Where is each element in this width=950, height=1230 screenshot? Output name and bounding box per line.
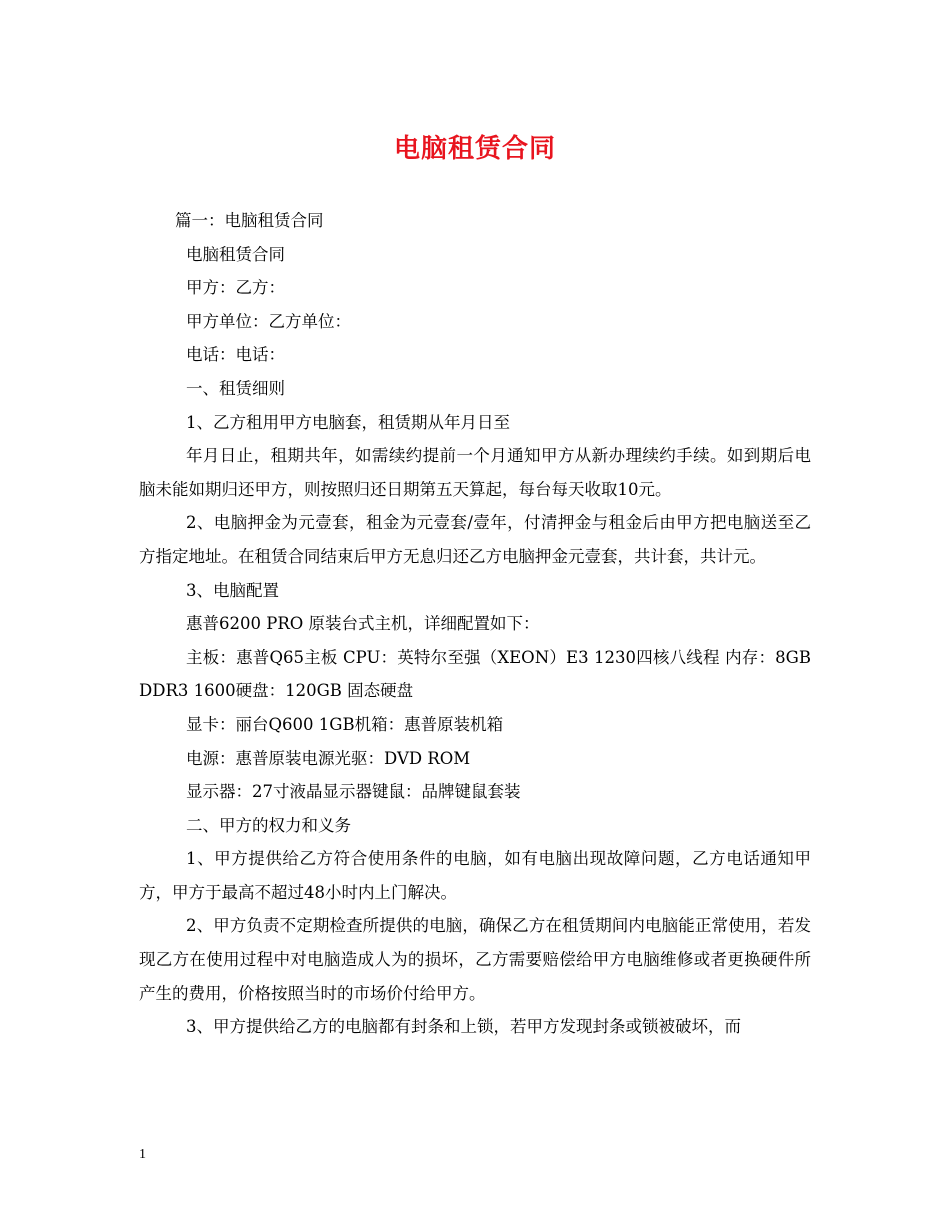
document-title: 电脑租赁合同 <box>393 134 556 164</box>
section-heading-party-a-rights: 二、甲方的权力和义务 <box>186 815 351 835</box>
clause-2-3: 3、甲方提供给乙方的电脑都有封条和上锁，若甲方发现封条或锁被破坏，而 <box>186 1017 741 1037</box>
clause-1-2: 2、电脑押金为元壹套，租金为元壹套/壹年，付清押金与租金后由甲方把电脑送至乙方指定地址。在租赁合同结束后甲方无息归还乙方电脑押金元壹套，共计套，共计元。 <box>139 513 811 566</box>
clause-2-1: 1、甲方提供给乙方符合使用条件的电脑，如有电脑出现故障问题，乙方电话通知甲方，甲方于最高不超过48小时内上门解决。 <box>139 849 811 902</box>
clause-2-2: 2、甲方负责不定期检查所提供的电脑，确保乙方在租赁期间内电脑能正常使用，若发现乙方在使用过程中对电脑造成人为的损坏，乙方需要赔偿给甲方电脑维修或者更换硬件所产生的费用，价格按照当时的市场价付给甲方。 <box>139 916 811 1003</box>
clause-1-1-continued: 年月日止，租期共年，如需续约提前一个月通知甲方从新办理续约手续。如到期后电脑未能如期归还甲方，则按照归还日期第五天算起，每台每天收取10元。 <box>139 446 811 499</box>
party-units-line: 甲方单位：乙方单位： <box>186 311 351 331</box>
section-heading-lease-details: 一、租赁细则 <box>186 378 285 398</box>
document-body <box>139 204 811 1044</box>
party-names-line: 甲方：乙方： <box>186 278 285 298</box>
clause-1-3-heading: 3、电脑配置 <box>186 580 279 600</box>
phone-line: 电话：电话： <box>186 345 285 365</box>
section-heading-part1: 篇一：电脑租赁合同 <box>175 211 324 230</box>
page-number: 1 <box>139 1147 146 1162</box>
clause-1-1-start: 1、乙方租用甲方电脑套，租赁期从年月日至 <box>186 412 510 432</box>
config-intro-line: 惠普6200 PRO 原装台式主机，详细配置如下： <box>186 614 540 634</box>
config-graphics-case: 显卡：丽台Q600 1GB机箱：惠普原装机箱 <box>186 714 504 734</box>
contract-subtitle: 电脑租赁合同 <box>186 244 285 264</box>
config-power-drive: 电源：惠普原装电源光驱：DVD ROM <box>186 748 471 768</box>
config-mainboard-cpu-memory: 主板：惠普Q65主板 CPU：英特尔至强（XEON）E3 1230四核八线程 内存：8GB DDR3 1600硬盘：120GB 固态硬盘 <box>139 647 811 701</box>
config-monitor-keyboard: 显示器：27寸液晶显示器键鼠：品牌键鼠套装 <box>186 782 521 802</box>
